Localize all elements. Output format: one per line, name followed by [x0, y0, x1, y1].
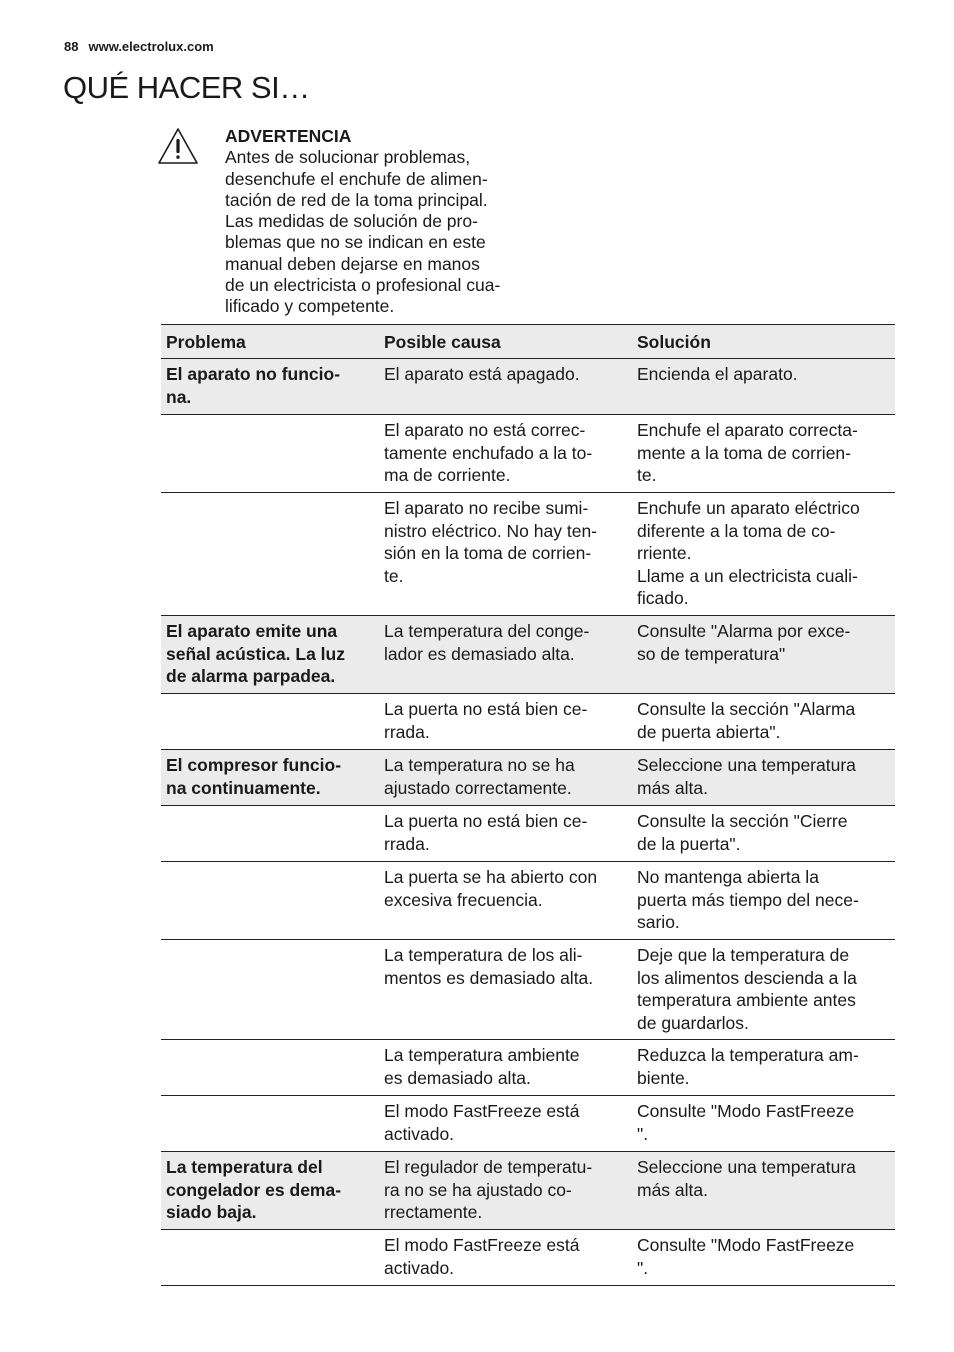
solution-cell-line: Consulte "Modo FastFreeze: [637, 1101, 855, 1121]
cause-cell-line: La puerta se ha abierto con: [384, 867, 598, 887]
cause-cell: [379, 940, 632, 1039]
solution-cell-line: temperatura ambiente antes: [637, 990, 856, 1010]
cause-cell-line: ajustado correctamente.: [384, 777, 572, 798]
solution-cell-line: Deje que la temperatura de: [637, 945, 850, 965]
table-row: [161, 862, 895, 940]
solution-cell: [632, 359, 895, 414]
warning-body: [225, 147, 525, 317]
solution-cell-line: Consulte la sección "Cierre: [637, 811, 848, 831]
solution-cell: [632, 1152, 895, 1229]
table-row: [161, 493, 895, 616]
cause-cell-line: es demasiado alta.: [384, 1067, 531, 1088]
problem-cell: [161, 694, 379, 749]
cause-cell: [379, 616, 632, 693]
problem-cell-line: El compresor funcio-: [166, 755, 342, 775]
cause-cell-line: La temperatura de los ali-: [384, 945, 583, 965]
solution-cell-line: No mantenga abierta la: [637, 867, 819, 887]
table-body: [161, 359, 895, 1286]
problem-cell: [161, 806, 379, 861]
table-row: [161, 750, 895, 806]
solution-cell-line: los alimentos descienda a la: [637, 967, 857, 988]
problem-cell-line: de alarma parpadea.: [166, 666, 336, 686]
solution-cell-line: Llame a un electricista cuali-: [637, 565, 858, 586]
table-row: [161, 359, 895, 415]
column-header-solution: Solución: [637, 332, 711, 352]
solution-cell: [632, 862, 895, 939]
cause-cell: [379, 359, 632, 414]
solution-cell-line: Enchufe un aparato eléctrico: [637, 498, 860, 518]
cause-cell-line: rrada.: [384, 721, 430, 742]
solution-cell-line: diferente a la toma de co-: [637, 520, 836, 541]
page-header: [64, 39, 214, 54]
cause-cell-line: El modo FastFreeze está: [384, 1235, 580, 1255]
solution-cell-line: más alta.: [637, 777, 708, 798]
page-number: 88: [64, 39, 79, 54]
solution-cell-line: de guardarlos.: [637, 1012, 749, 1033]
solution-cell: [632, 616, 895, 693]
problem-cell: [161, 940, 379, 1039]
problem-cell: [161, 1230, 379, 1285]
problem-cell: [161, 862, 379, 939]
problem-cell: [161, 616, 379, 693]
cause-cell-line: El regulador de temperatu-: [384, 1157, 593, 1177]
warning-line: tación de red de la toma principal.: [225, 189, 488, 210]
solution-cell-line: de puerta abierta".: [637, 721, 781, 742]
table-row: [161, 1152, 895, 1230]
problem-cell: [161, 1040, 379, 1095]
table-row: [161, 1096, 895, 1152]
cause-cell: [379, 694, 632, 749]
problem-cell-line: El aparato no funcio-: [166, 364, 341, 384]
problem-cell: [161, 359, 379, 414]
solution-cell-line: Seleccione una temperatura: [637, 1157, 856, 1177]
solution-cell-line: ".: [637, 1257, 649, 1278]
problem-cell: [161, 750, 379, 805]
column-header-problem: Problema: [166, 332, 246, 352]
problem-cell-line: na.: [166, 386, 192, 407]
solution-cell-line: más alta.: [637, 1179, 708, 1200]
solution-cell: [632, 806, 895, 861]
cause-cell-line: rrada.: [384, 833, 430, 854]
cause-cell: [379, 493, 632, 615]
cause-cell-line: El modo FastFreeze está: [384, 1101, 580, 1121]
solution-cell: [632, 493, 895, 615]
solution-cell-line: Seleccione una temperatura: [637, 755, 856, 775]
cause-cell-line: nistro eléctrico. No hay ten-: [384, 520, 598, 541]
cause-cell: [379, 415, 632, 492]
cause-cell-line: activado.: [384, 1257, 455, 1278]
solution-cell-line: ".: [637, 1123, 649, 1144]
cause-cell-line: mentos es demasiado alta.: [384, 967, 594, 988]
warning-line: Antes de solucionar problemas,: [225, 147, 471, 168]
cause-cell-line: La puerta no está bien ce-: [384, 811, 588, 831]
solution-cell: [632, 1096, 895, 1151]
table-row: [161, 694, 895, 750]
warning-line: de un electricista o profesional cua-: [225, 275, 501, 296]
cause-cell-line: excesiva frecuencia.: [384, 889, 543, 910]
problem-cell: [161, 1096, 379, 1151]
problem-cell: [161, 415, 379, 492]
warning-line: desenchufe el enchufe de alimen-: [225, 168, 488, 189]
cause-cell: [379, 1040, 632, 1095]
table-row: [161, 616, 895, 694]
cause-cell: [379, 1230, 632, 1285]
table-row: [161, 1230, 895, 1286]
problem-cell-line: congelador es dema-: [166, 1179, 342, 1200]
table-row: [161, 940, 895, 1040]
cause-cell-line: El aparato no está correc-: [384, 420, 586, 440]
cause-cell-line: ra no se ha ajustado co-: [384, 1179, 572, 1200]
solution-cell-line: de la puerta".: [637, 833, 741, 854]
page-title: QUÉ HACER SI…: [63, 70, 310, 105]
solution-cell-line: so de temperatura": [637, 643, 786, 664]
table-header-row: [161, 325, 895, 359]
table-row: [161, 415, 895, 493]
troubleshooting-table: [161, 324, 895, 1286]
solution-cell-line: Enchufe el aparato correcta-: [637, 420, 858, 440]
solution-cell: [632, 694, 895, 749]
table-row: [161, 806, 895, 862]
cause-cell-line: El aparato no recibe sumi-: [384, 498, 589, 518]
warning-line: blemas que no se indican en este: [225, 232, 486, 253]
cause-cell-line: te.: [384, 565, 404, 586]
solution-cell: [632, 940, 895, 1039]
cause-cell-line: La temperatura ambiente: [384, 1045, 580, 1065]
problem-cell: [161, 493, 379, 615]
solution-cell-line: Reduzca la temperatura am-: [637, 1045, 859, 1065]
cause-cell-line: sión en la toma de corrien-: [384, 543, 592, 563]
cause-cell-line: rrectamente.: [384, 1202, 483, 1222]
warning-line: Las medidas de solución de pro-: [225, 211, 478, 232]
cause-cell-line: lador es demasiado alta.: [384, 643, 575, 664]
solution-cell-line: Consulte "Modo FastFreeze: [637, 1235, 855, 1255]
solution-cell-line: Encienda el aparato.: [637, 364, 798, 384]
cause-cell: [379, 806, 632, 861]
warning-triangle-icon: [157, 127, 199, 165]
website-url: www.electrolux.com: [88, 39, 214, 54]
warning-box: [225, 126, 525, 318]
problem-cell-line: siado baja.: [166, 1202, 257, 1222]
table-row: [161, 1040, 895, 1096]
cause-cell: [379, 1152, 632, 1229]
cause-cell-line: ma de corriente.: [384, 465, 511, 485]
cause-cell-line: La temperatura no se ha: [384, 755, 575, 775]
solution-cell: [632, 750, 895, 805]
cause-cell: [379, 1096, 632, 1151]
warning-heading: ADVERTENCIA: [225, 126, 352, 146]
problem-cell-line: El aparato emite una: [166, 621, 338, 641]
warning-line: lificado y competente.: [225, 296, 395, 317]
cause-cell-line: La puerta no está bien ce-: [384, 699, 588, 719]
solution-cell-line: te.: [637, 465, 657, 485]
cause-cell: [379, 862, 632, 939]
solution-cell: [632, 1230, 895, 1285]
solution-cell-line: biente.: [637, 1067, 690, 1088]
problem-cell-line: La temperatura del: [166, 1157, 323, 1177]
solution-cell-line: mente a la toma de corrien-: [637, 442, 851, 463]
solution-cell-line: ficado.: [637, 588, 689, 608]
cause-cell-line: La temperatura del conge-: [384, 621, 590, 641]
solution-cell: [632, 415, 895, 492]
cause-cell: [379, 750, 632, 805]
problem-cell-line: señal acústica. La luz: [166, 643, 345, 664]
solution-cell-line: Consulte "Alarma por exce-: [637, 621, 851, 641]
solution-cell-line: sario.: [637, 912, 680, 932]
cause-cell-line: El aparato está apagado.: [384, 364, 580, 384]
problem-cell: [161, 1152, 379, 1229]
warning-line: manual deben dejarse en manos: [225, 253, 480, 274]
problem-cell-line: na continuamente.: [166, 777, 321, 798]
solution-cell-line: puerta más tiempo del nece-: [637, 889, 859, 910]
solution-cell-line: rriente.: [637, 543, 692, 563]
cause-cell-line: activado.: [384, 1123, 455, 1144]
cause-cell-line: tamente enchufado a la to-: [384, 442, 593, 463]
solution-cell-line: Consulte la sección "Alarma: [637, 699, 856, 719]
solution-cell: [632, 1040, 895, 1095]
column-header-cause: Posible causa: [384, 332, 501, 352]
